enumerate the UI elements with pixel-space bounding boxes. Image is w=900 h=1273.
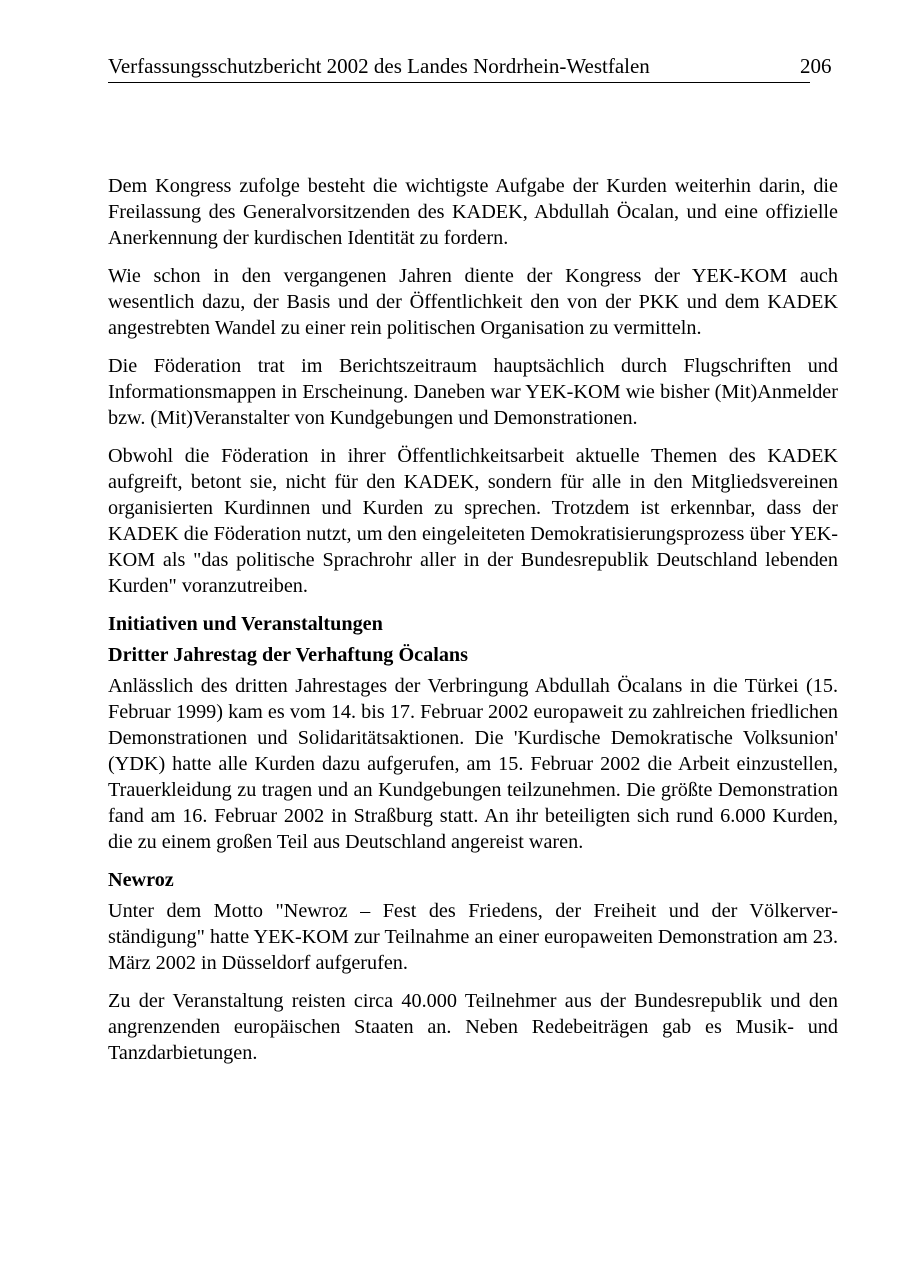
header-title: Verfassungsschutzbericht 2002 des Landes Nordrhein-Westfalen [108,54,650,78]
document-body [108,173,838,1078]
body-paragraph: Dem Kongress zufolge besteht die wichtigste Aufgabe der Kurden weiterhin darin, die Freilassung des Generalvorsitzenden des KADEK, Abdullah Öcalan, und eine offizielle Anerkennung der kurdischen Identität zu fordern. [108,175,838,249]
subsection-heading-newroz: Newroz [108,869,174,891]
body-paragraph: Anlässlich des dritten Jahrestages der Verbringung Abdullah Öcalans in die Türkei (15. Februar 1999) kam es vom 14. bis 17. Februar 2002 europaweit zu zahlreichen friedlichen Demonstrationen und Solidaritätsaktionen. Die 'Kurdische Demokratische Volksunion' (YDK) hatte alle Kurden dazu aufgerufen, am 15. Februar 2002 die Arbeit einzustellen, Trauerkleidung zu tragen und an Kundgebungen teilzunehmen. Die größte Demonstration fand am 16. Februar 2002 in Straßburg statt. An ihr beteiligten sich rund 6.000 Kurden, die zu einem großen Teil aus Deutschland angereist waren. [108,675,838,853]
subsection-heading-oecalan: Dritter Jahrestag der Verhaftung Öcalans [108,644,468,666]
body-paragraph: Die Föderation trat im Berichtszeitraum hauptsächlich durch Flugschriften und Informationsmappen in Erscheinung. Daneben war YEK-KOM wie bisher (Mit)Anmelder bzw. (Mit)Veranstalter von Kundgebungen und Demonstrationen. [108,355,838,429]
section-heading: Initiativen und Veranstaltungen [108,613,383,635]
page-header [108,52,832,83]
body-paragraph: Zu der Veranstaltung reisten circa 40.000 Teilnehmer aus der Bundesrepublik und den angrenzenden europäischen Staaten an. Neben Redebeiträgen gab es Musik- und Tanzdarbietungen. [108,990,838,1064]
page-number: 206 [800,54,832,78]
body-paragraph: Unter dem Motto "Newroz – Fest des Friedens, der Freiheit und der Völkerverständigung" hatte YEK-KOM zur Teilnahme an einer europaweiten Demonstration am 23. März 2002 in Düsseldorf aufgerufen. [108,900,838,974]
body-paragraph: Wie schon in den vergangenen Jahren diente der Kongress der YEK-KOM auch wesentlich dazu, der Basis und der Öffentlichkeit den von der PKK und dem KADEK angestrebten Wandel zu einer rein politischen Organisation zu vermitteln. [108,265,838,339]
body-paragraph: Obwohl die Föderation in ihrer Öffentlichkeitsarbeit aktuelle Themen des KADEK aufgreift, betont sie, nicht für den KADEK, sondern für alle in den Mitgliedsvereinen organisierten Kurdinnen und Kurden zu sprechen. Trotzdem ist erkennbar, dass der KADEK die Föderation nutzt, um den eingeleiteten Demokratisierungsprozess über YEK-KOM als "das politische Sprachrohr aller in der Bundesrepublik Deutschland lebenden Kurden" voranzutreiben. [108,445,838,597]
